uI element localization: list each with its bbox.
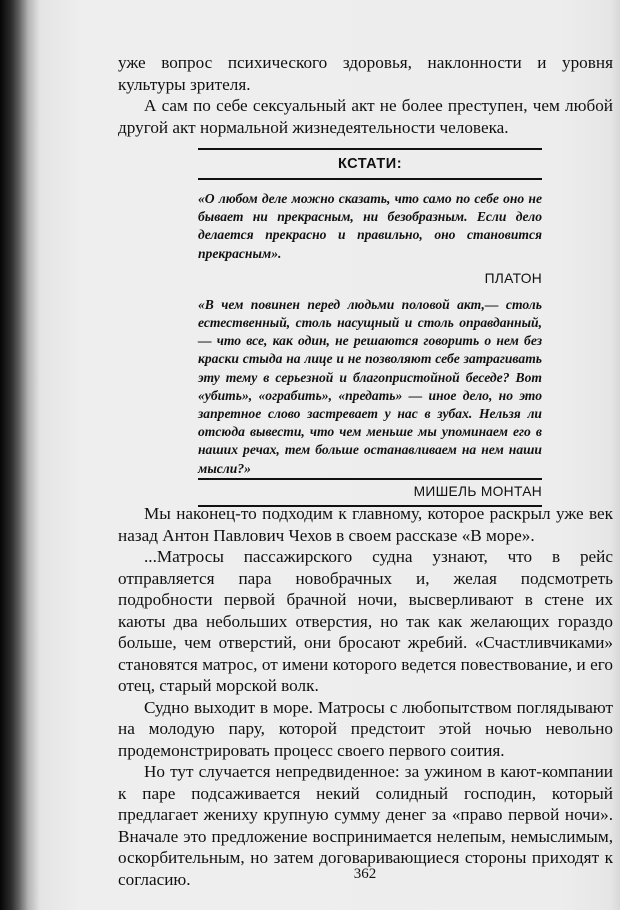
quote-author: ПЛАТОН: [484, 270, 542, 286]
sidebar-top-rule: [198, 148, 542, 150]
sidebar-box: [198, 148, 542, 507]
paragraph: Мы наконец-то подходим к главному, которое раскрыл уже век назад Антон Павлович Чехов в своем рассказе «В море».: [118, 504, 613, 545]
sidebar-bottom-rule: [198, 478, 542, 480]
paragraph-continuation: уже вопрос психического здоровья, наклонности и уровня культуры зрителя.: [118, 53, 613, 94]
bottom-text-block: [118, 503, 613, 890]
quote-text: «О любом деле можно сказать, что само по себе оно не бывает ни прекрасным, ни безобразным. Если дело делается прекрасно и правильно, оно становится прекрасным».: [198, 191, 542, 261]
quote-author: МИШЕЛЬ МОНТАН: [413, 483, 542, 499]
quote-text: «В чем повинен перед людьми половой акт,— столь естественный, столь насущный и столь оправданный,— что все, как один, не решаются говорить о нем без краски стыда на лице и не позволяют себе затрагивать эту тему в серьезной и благопристойной беседе? Вот «убить», «ограбить», «предать» — иное дело, но это запретное слово застревает у нас в зубах. Нельзя ли отсюда вывести, что чем меньше мы упоминаем его в наших речах, тем больше останавливаем на нем наши мысли?»: [198, 296, 542, 476]
sidebar-title: КСТАТИ:: [337, 156, 403, 172]
spine-shadow: [0, 0, 28, 910]
sidebar-title-rule: [198, 178, 542, 180]
paragraph: А сам по себе сексуальный акт не более преступен, чем любой другой акт нормальной жизнедеятельности человека.: [118, 96, 613, 137]
page-number: 362: [353, 866, 377, 882]
paragraph: Судно выходит в море. Матросы с любопытством поглядывают на молодую пару, которой предстоит этой ночью невольно продемонстрировать процесс своего первого соития.: [118, 697, 613, 760]
paragraph: Но тут случается непредвиденное: за ужином в кают-компании к паре подсаживается некий солидный господин, который предлагает жениху крупную сумму денег за «право первой ночи». Вначале это предложение воспринимается нелепым, немыслимым, оскорбительным, но затем договаривающиеся стороны приходят к согласию.: [118, 762, 613, 889]
top-text-block: [118, 52, 613, 138]
paragraph: ...Матросы пассажирского судна узнают, что в рейс отправляется пара новобрачных и, желая подсмотреть подробности первой брачной ночи, высверливают в стене их каюты два небольших отверстия, но так как желающих гораздо больше, чем отверстий, они бросают жребий. «Счастливчиками» становятся матрос, от имени которого ведется повествование, и его отец, старый морской волк.: [118, 547, 613, 695]
